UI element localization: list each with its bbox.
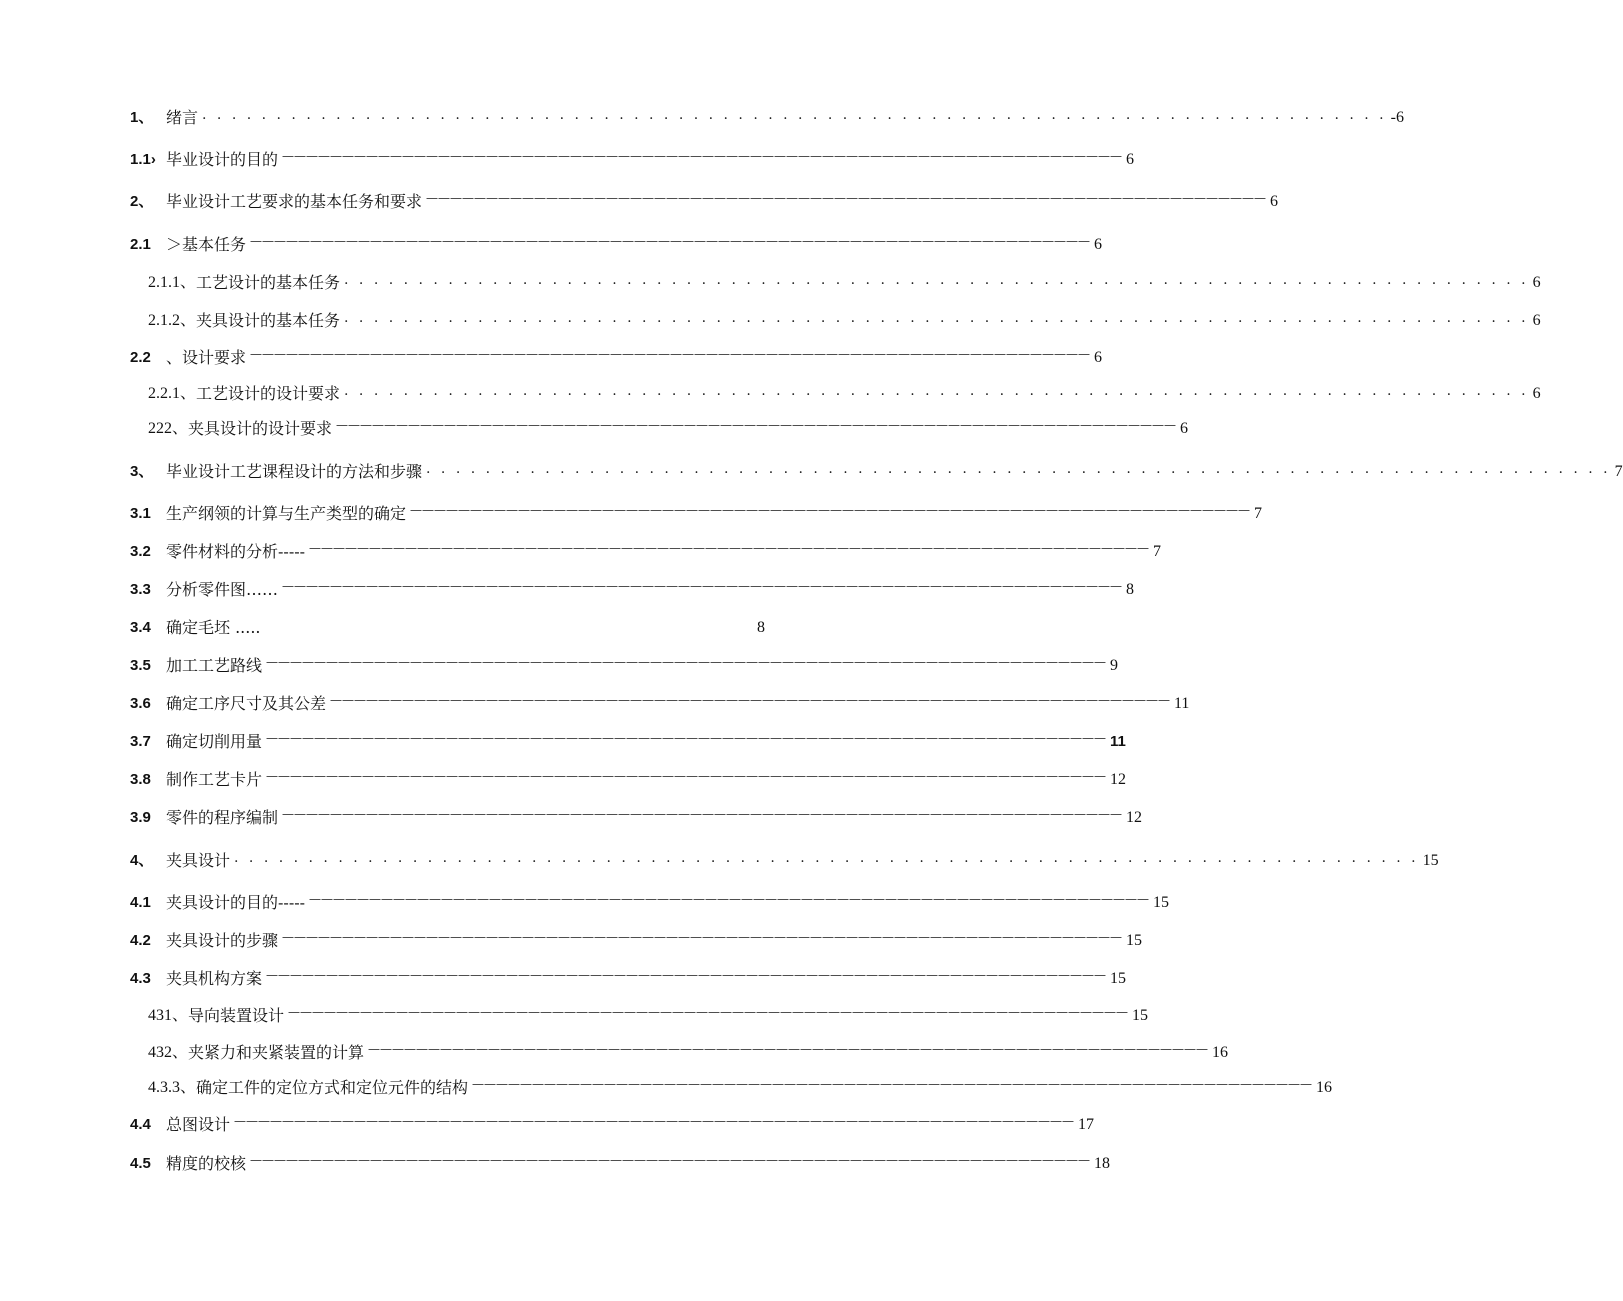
toc-entry-number: 2.2.1、 bbox=[148, 385, 197, 402]
toc-entry bbox=[130, 538, 1162, 562]
toc-leader: —————————————————————————————————————————————————————————————————————— bbox=[309, 892, 1150, 906]
toc-page-number: 12 bbox=[1126, 809, 1143, 826]
toc-page-number: 17 bbox=[1078, 1116, 1095, 1133]
toc-entry-number: 3.5 bbox=[130, 657, 151, 674]
toc-leader: —————————————————————————————————————————————————————————————————————— bbox=[266, 968, 1107, 982]
toc-page-number: 8 bbox=[757, 619, 765, 636]
toc-entry-number: 4.5 bbox=[130, 1155, 151, 1172]
toc-page-number: -6 bbox=[1390, 109, 1404, 126]
toc-entry bbox=[130, 690, 1190, 714]
toc-leader: . . . . . . . . . . . . . . . . . . . . . . . . . . . . . . . . . . . . . . . . . . . . . . . . . . . . . . . . . . . . . . . . . . . . . . . . . . . . . . . . bbox=[344, 383, 1529, 399]
toc-entry bbox=[130, 1150, 1111, 1174]
toc-page-number: 7 bbox=[1254, 505, 1263, 522]
toc-leader: —————————————————————————————————————————————————————————————————————— bbox=[282, 579, 1123, 593]
toc-leader: —————————————————————————————————————————————————————————————————————— bbox=[250, 234, 1091, 248]
toc-leader: . . . . . . . . . . . . . . . . . . . . . . . . . . . . . . . . . . . . . . . . . . . . . . . . . . . . . . . . . . . . . . . . . . . . . . . . . . . . . . . . bbox=[344, 310, 1529, 326]
toc-leader: —————————————————————————————————————————————————————————————————————— bbox=[266, 731, 1107, 745]
toc-page-number: 9 bbox=[1110, 657, 1119, 674]
toc-entry bbox=[130, 728, 1126, 752]
toc-entry-number: 2.2 bbox=[130, 349, 151, 366]
toc-leader: —————————————————————————————————————————————————————————————————————— bbox=[426, 191, 1267, 205]
toc-entry-number: 4.3.3、 bbox=[148, 1079, 197, 1096]
toc-page-number: 6 bbox=[1180, 420, 1189, 437]
toc-entry-title: 加工工艺路线 bbox=[166, 656, 263, 675]
toc-page-number: 6 bbox=[1270, 193, 1279, 210]
toc-entry-title: 精度的校核 bbox=[166, 1154, 247, 1173]
toc-entry-number: 3.4 bbox=[130, 619, 151, 636]
toc-entry bbox=[148, 307, 1541, 331]
toc-leader: . . . . . . . . . . . . . . . . . . . . . . . . . . . . . . . . . . . . . . . . . . . . . . . . . . . . . . . . . . . . . . . . . . . . . . . . . . . . . . . . bbox=[234, 850, 1419, 866]
toc-page-number: 16 bbox=[1212, 1044, 1229, 1061]
toc-entry-title: 夹具机构方案 bbox=[166, 969, 263, 988]
toc-entry bbox=[148, 269, 1541, 293]
toc-entry-title: 工艺设计的设计要求 bbox=[196, 384, 341, 403]
toc-leader: . . . . . . . . . . . . . . . . . . . . . . . . . . . . . . . . . . . . . . . . . . . . . . . . . . . . . . . . . . . . . . . . . . . . . . . . . . . . . . . . bbox=[202, 107, 1387, 123]
toc-leader: —————————————————————————————————————————————————————————————————————— bbox=[309, 541, 1150, 555]
toc-entry bbox=[130, 500, 1263, 524]
toc-entry bbox=[148, 1039, 1229, 1063]
toc-entry-title: 夹具设计的步骤 bbox=[166, 931, 279, 950]
toc-leader: —————————————————————————————————————————————————————————————————————— bbox=[282, 807, 1123, 821]
toc-entry bbox=[130, 231, 1103, 255]
toc-entry-number: 2.1.2、 bbox=[148, 312, 197, 329]
toc-entry-number: 431、 bbox=[148, 1007, 189, 1024]
toc-entry bbox=[130, 576, 1135, 600]
toc-entry-number: 4.1 bbox=[130, 894, 151, 911]
toc-entry-title: 生产纲领的计算与生产类型的确定 bbox=[166, 504, 407, 523]
toc-leader: —————————————————————————————————————————————————————————————————————— bbox=[288, 1005, 1129, 1019]
toc-entry-title: 确定毛坯 ..... bbox=[166, 618, 261, 637]
toc-entry-number: 4.3 bbox=[130, 970, 151, 987]
toc-entry-title: 夹具设计的目的----- bbox=[166, 893, 306, 912]
toc-page-number: 15 bbox=[1153, 894, 1170, 911]
toc-leader: —————————————————————————————————————————————————————————————————————— bbox=[410, 503, 1251, 517]
toc-entry bbox=[130, 927, 1143, 951]
toc-entry-number: 3.1 bbox=[130, 505, 151, 522]
toc-entry-number: 2、 bbox=[130, 193, 154, 210]
toc-entry-title: 夹具设计的设计要求 bbox=[188, 419, 333, 438]
toc-entry-number: 4.2 bbox=[130, 932, 151, 949]
toc-entry bbox=[148, 380, 1541, 404]
toc-entry-number: 3.8 bbox=[130, 771, 151, 788]
toc-entry-number: 2.1 bbox=[130, 236, 151, 253]
toc-leader: —————————————————————————————————————————————————————————————————————— bbox=[250, 347, 1091, 361]
toc-entry bbox=[130, 188, 1279, 212]
toc-entry bbox=[130, 847, 1439, 871]
toc-page-number: 15 bbox=[1126, 932, 1143, 949]
toc-leader: —————————————————————————————————————————————————————————————————————— bbox=[336, 418, 1177, 432]
toc-entry-title: ＞基本任务 bbox=[166, 235, 247, 254]
toc-entry-number: 4、 bbox=[130, 852, 154, 869]
toc-entry-number: 3.7 bbox=[130, 733, 151, 750]
toc-page-number: 15 bbox=[1132, 1007, 1149, 1024]
toc-entry-title: 夹具设计的基本任务 bbox=[196, 311, 341, 330]
toc-entry bbox=[130, 146, 1135, 170]
toc-entry bbox=[148, 1002, 1149, 1026]
toc-page-number: 8 bbox=[1126, 581, 1135, 598]
toc-leader: —————————————————————————————————————————————————————————————————————— bbox=[472, 1077, 1313, 1091]
toc-entry-number: 3.2 bbox=[130, 543, 151, 560]
toc-entry-title: 、设计要求 bbox=[166, 348, 247, 367]
toc-leader: —————————————————————————————————————————————————————————————————————— bbox=[282, 149, 1123, 163]
toc-entry-number: 432、 bbox=[148, 1044, 189, 1061]
toc-leader: —————————————————————————————————————————————————————————————————————— bbox=[234, 1114, 1075, 1128]
toc-page-number: 6 bbox=[1532, 312, 1541, 329]
toc-page-number: 6 bbox=[1126, 151, 1135, 168]
toc-page-number: 16 bbox=[1316, 1079, 1333, 1096]
toc-page-number: 6 bbox=[1094, 236, 1103, 253]
toc-entry-title: 夹紧力和夹紧装置的计算 bbox=[188, 1043, 365, 1062]
toc-page-number: 15 bbox=[1422, 852, 1439, 869]
toc-leader: . . . . . . . . . . . . . . . . . . . . . . . . . . . . . . . . . . . . . . . . . . . . . . . . . . . . . . . . . . . . . . . . . . . . . . . . . . . . . . . . bbox=[344, 272, 1529, 288]
toc-entry-number: 222、 bbox=[148, 420, 189, 437]
toc-leader: . . . . . . . . . . . . . . . . . . . . . . . . . . . . . . . . . . . . . . . . . . . . . . . . . . . . . . . . . . . . . . . . . . . . . . . . . . . . . . . . bbox=[426, 461, 1611, 477]
toc-entry-number: 1、 bbox=[130, 109, 154, 126]
toc-entry bbox=[130, 458, 1623, 482]
toc-entry-title: 工艺设计的基本任务 bbox=[196, 273, 341, 292]
toc-entry-number: 3、 bbox=[130, 463, 154, 480]
toc-leader: —————————————————————————————————————————————————————————————————————— bbox=[330, 693, 1171, 707]
toc-leader: —————————————————————————————————————————————————————————————————————— bbox=[250, 1153, 1091, 1167]
toc-entry bbox=[130, 766, 1127, 790]
toc-entry-title: 分析零件图…… bbox=[166, 580, 279, 599]
toc-entry-title: 确定切削用量 bbox=[166, 732, 263, 751]
toc-page-number: 12 bbox=[1110, 771, 1127, 788]
toc-page-number: 7 bbox=[1614, 463, 1623, 480]
toc-entry-number: 3.6 bbox=[130, 695, 151, 712]
toc-entry-title: 绪言 bbox=[166, 108, 199, 127]
toc-entry bbox=[148, 415, 1189, 439]
toc-page-number: 6 bbox=[1532, 274, 1541, 291]
toc-page-number: 15 bbox=[1110, 970, 1127, 987]
toc-entry bbox=[130, 652, 1119, 676]
toc-entry bbox=[148, 1074, 1333, 1098]
toc-page-number: 6 bbox=[1094, 349, 1103, 366]
toc-entry-title: 毕业设计工艺课程设计的方法和步骤 bbox=[166, 462, 423, 481]
toc-entry-title: 零件材料的分析----- bbox=[166, 542, 306, 561]
toc-leader: —————————————————————————————————————————————————————————————————————— bbox=[368, 1042, 1209, 1056]
toc-entry-title: 制作工艺卡片 bbox=[166, 770, 263, 789]
toc-entry bbox=[130, 1111, 1095, 1135]
toc-entry bbox=[130, 804, 1143, 828]
toc-entry-title: 总图设计 bbox=[166, 1115, 231, 1134]
toc-page-number: 6 bbox=[1532, 385, 1541, 402]
toc-entry-title: 毕业设计的目的 bbox=[166, 150, 279, 169]
toc-entry bbox=[130, 614, 765, 638]
toc-entry-number: 3.9 bbox=[130, 809, 151, 826]
toc-page-number: 7 bbox=[1153, 543, 1162, 560]
toc-leader: —————————————————————————————————————————————————————————————————————— bbox=[282, 930, 1123, 944]
toc-entry-number: 4.4 bbox=[130, 1116, 151, 1133]
toc-entry-title: 零件的程序编制 bbox=[166, 808, 279, 827]
toc-page-number: 11 bbox=[1110, 733, 1126, 750]
toc-leader: —————————————————————————————————————————————————————————————————————— bbox=[266, 769, 1107, 783]
toc-entry-number: 3.3 bbox=[130, 581, 151, 598]
toc-entry bbox=[130, 965, 1127, 989]
toc-entry-title: 确定工件的定位方式和定位元件的结构 bbox=[196, 1078, 469, 1097]
toc-entry bbox=[130, 344, 1103, 368]
toc-entry bbox=[130, 104, 1404, 128]
toc-leader: —————————————————————————————————————————————————————————————————————— bbox=[266, 655, 1107, 669]
toc-entry bbox=[130, 889, 1170, 913]
toc-entry-title: 毕业设计工艺要求的基本任务和要求 bbox=[166, 192, 423, 211]
toc-entry-title: 夹具设计 bbox=[166, 851, 231, 870]
toc-page-number: 11 bbox=[1174, 695, 1190, 712]
toc-entry-title: 导向装置设计 bbox=[188, 1006, 285, 1025]
toc-entry-title: 确定工序尺寸及其公差 bbox=[166, 694, 327, 713]
toc-entry-number: 1.1› bbox=[130, 151, 156, 168]
toc-entry-number: 2.1.1、 bbox=[148, 274, 197, 291]
toc-page-number: 18 bbox=[1094, 1155, 1111, 1172]
